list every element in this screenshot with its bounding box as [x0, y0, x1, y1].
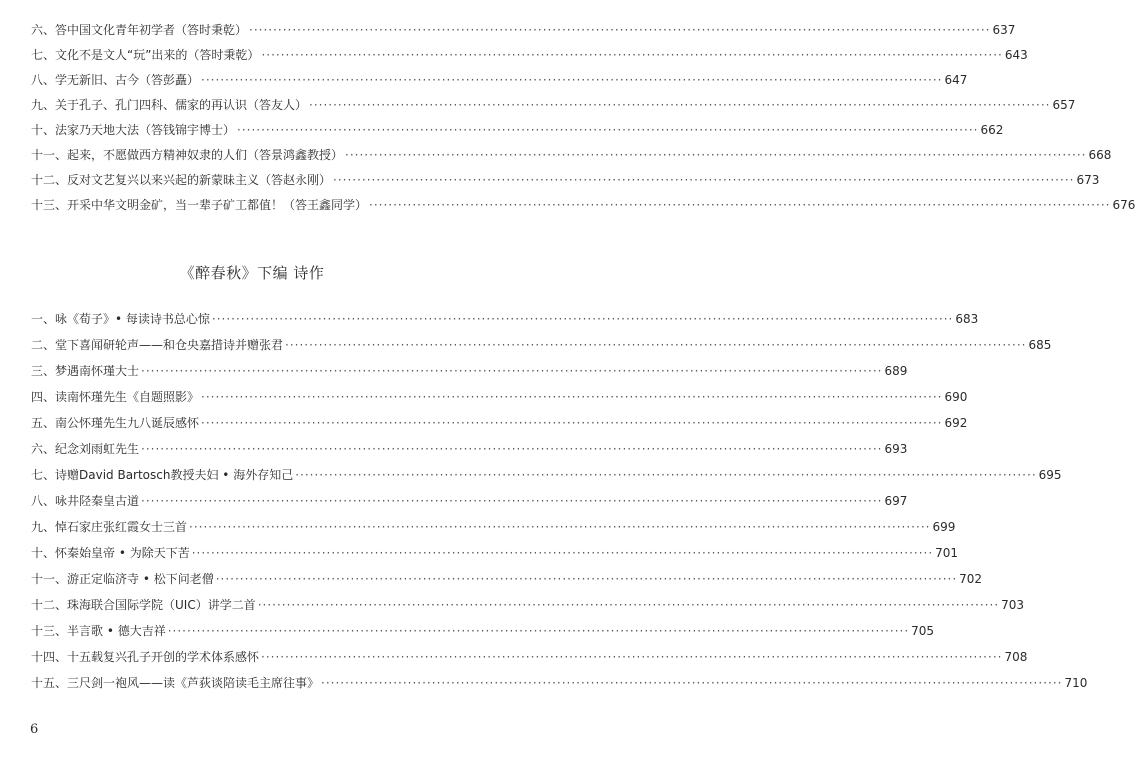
toc-entry — [31, 72, 968, 88]
toc-entry-title: 十五、三尺剑一袍风——读《芦荻谈陪读毛主席往事》 — [31, 676, 320, 690]
toc-entry-page: 643 — [1004, 48, 1028, 62]
toc-entry-title: 十、法家乃天地大法（答钱锦宇博士） — [31, 123, 236, 137]
page-number: 6 — [30, 722, 39, 737]
section-title: 《醉春秋》下编 诗作 — [179, 264, 325, 282]
toc-entry-title: 三、梦遇南怀瑾大士 — [31, 364, 140, 378]
leader-dots — [237, 122, 978, 138]
toc-entry-title: 十三、开采中华文明金矿，当一辈子矿工都值！（答王鑫同学） — [31, 198, 368, 212]
leader-dots — [249, 22, 990, 38]
leader-dots — [141, 441, 882, 457]
leader-dots — [189, 519, 930, 535]
toc-entry-page: 702 — [959, 572, 983, 586]
toc-entry-page: 637 — [992, 23, 1016, 37]
toc-entry-page: 703 — [1001, 598, 1025, 612]
toc-entry-page: 705 — [911, 624, 935, 638]
toc-entry-page: 685 — [1028, 338, 1052, 352]
toc-entry-page: 647 — [944, 73, 968, 87]
leader-dots — [141, 493, 882, 509]
toc-entry-title: 十四、十五载复兴孔子开创的学术体系感怀 — [31, 650, 260, 664]
toc-entry — [31, 389, 968, 405]
leader-dots — [369, 197, 1110, 213]
toc-entry-page: 657 — [1052, 98, 1076, 112]
leader-dots — [201, 72, 942, 88]
toc-entry — [31, 363, 908, 379]
toc-entry — [31, 97, 1076, 113]
toc-entry — [31, 122, 1004, 138]
toc-entry — [31, 441, 908, 457]
toc-entry — [31, 623, 935, 639]
toc-entry — [31, 545, 959, 561]
toc-entry — [31, 597, 1025, 613]
toc-entry-page: 699 — [932, 520, 956, 534]
toc-entry — [31, 47, 1028, 63]
toc-entry-page: 668 — [1088, 148, 1112, 162]
toc-entry-title: 十三、半言歌 • 德大吉祥 — [31, 624, 166, 638]
toc-entry-title: 八、学无新旧、古今（答彭矗） — [31, 73, 200, 87]
toc-entry — [31, 22, 1016, 38]
toc-entry — [31, 493, 908, 509]
toc-entry-page: 683 — [955, 312, 979, 326]
toc-entry-title: 七、文化不是文人“玩”出来的（答时秉乾） — [31, 48, 260, 62]
toc-entry-title: 十一、游正定临济寺 • 松下问老僧 — [31, 572, 214, 586]
toc-entry-title: 五、南公怀瑾先生九八诞辰感怀 — [31, 416, 200, 430]
toc-entry-page: 695 — [1038, 468, 1062, 482]
leader-dots — [333, 172, 1074, 188]
leader-dots — [201, 389, 942, 405]
toc-entry-title: 十二、反对文艺复兴以来兴起的新蒙昧主义（答赵永刚） — [31, 173, 332, 187]
toc-entry — [31, 172, 1100, 188]
toc-entry-page: 689 — [884, 364, 908, 378]
toc-entry — [31, 197, 1135, 213]
leader-dots — [285, 337, 1026, 353]
toc-entry — [31, 337, 1052, 353]
leader-dots — [168, 623, 909, 639]
leader-dots — [192, 545, 933, 561]
toc-entry-title: 十一、起来，不愿做西方精神奴隶的人们（答景鸿鑫教授） — [31, 148, 344, 162]
toc-entry-title: 八、咏井陉秦皇古道 — [31, 494, 140, 508]
toc-part2 — [31, 311, 1088, 701]
toc-entry — [31, 415, 968, 431]
toc-entry — [31, 519, 956, 535]
toc-entry-page: 676 — [1112, 198, 1135, 212]
leader-dots — [201, 415, 942, 431]
leader-dots — [258, 597, 999, 613]
toc-entry — [31, 311, 979, 327]
leader-dots — [345, 147, 1086, 163]
leader-dots — [261, 649, 1002, 665]
toc-entry — [31, 467, 1062, 483]
toc-entry — [31, 649, 1028, 665]
toc-entry-title: 四、读南怀瑾先生《自题照影》 — [31, 390, 200, 404]
toc-entry — [31, 147, 1112, 163]
toc-entry — [31, 675, 1088, 691]
toc-entry-page: 710 — [1064, 676, 1088, 690]
toc-entry-title: 十二、珠海联合国际学院（UIC）讲学二首 — [31, 598, 256, 612]
toc-entry-page: 693 — [884, 442, 908, 456]
toc-entry — [31, 571, 983, 587]
toc-entry-title: 七、诗赠David Bartosch教授夫妇 • 海外存知己 — [31, 468, 294, 482]
toc-entry-page: 708 — [1004, 650, 1028, 664]
toc-entry-title: 二、堂下喜闻研轮声——和仓央嘉措诗并赠张君 — [31, 338, 284, 352]
leader-dots — [261, 47, 1002, 63]
leader-dots — [212, 311, 953, 327]
toc-entry-title: 六、答中国文化青年初学者（答时秉乾） — [31, 23, 248, 37]
leader-dots — [216, 571, 957, 587]
leader-dots — [309, 97, 1050, 113]
toc-entry-title: 六、纪念刘雨虹先生 — [31, 442, 140, 456]
toc-entry-page: 662 — [980, 123, 1004, 137]
toc-entry-title: 九、悼石家庄张红霞女士三首 — [31, 520, 188, 534]
toc-entry-page: 701 — [935, 546, 959, 560]
toc-entry-page: 697 — [884, 494, 908, 508]
toc-entry-title: 一、咏《荀子》• 每读诗书总心惊 — [31, 312, 210, 326]
toc-entry-page: 692 — [944, 416, 968, 430]
leader-dots — [141, 363, 882, 379]
leader-dots — [321, 675, 1062, 691]
leader-dots — [295, 467, 1036, 483]
toc-entry-page: 673 — [1076, 173, 1100, 187]
toc-part1 — [31, 22, 1135, 222]
toc-entry-page: 690 — [944, 390, 968, 404]
toc-entry-title: 十、怀秦始皇帝 • 为除天下苦 — [31, 546, 190, 560]
toc-entry-title: 九、关于孔子、孔门四科、儒家的再认识（答友人） — [31, 98, 308, 112]
